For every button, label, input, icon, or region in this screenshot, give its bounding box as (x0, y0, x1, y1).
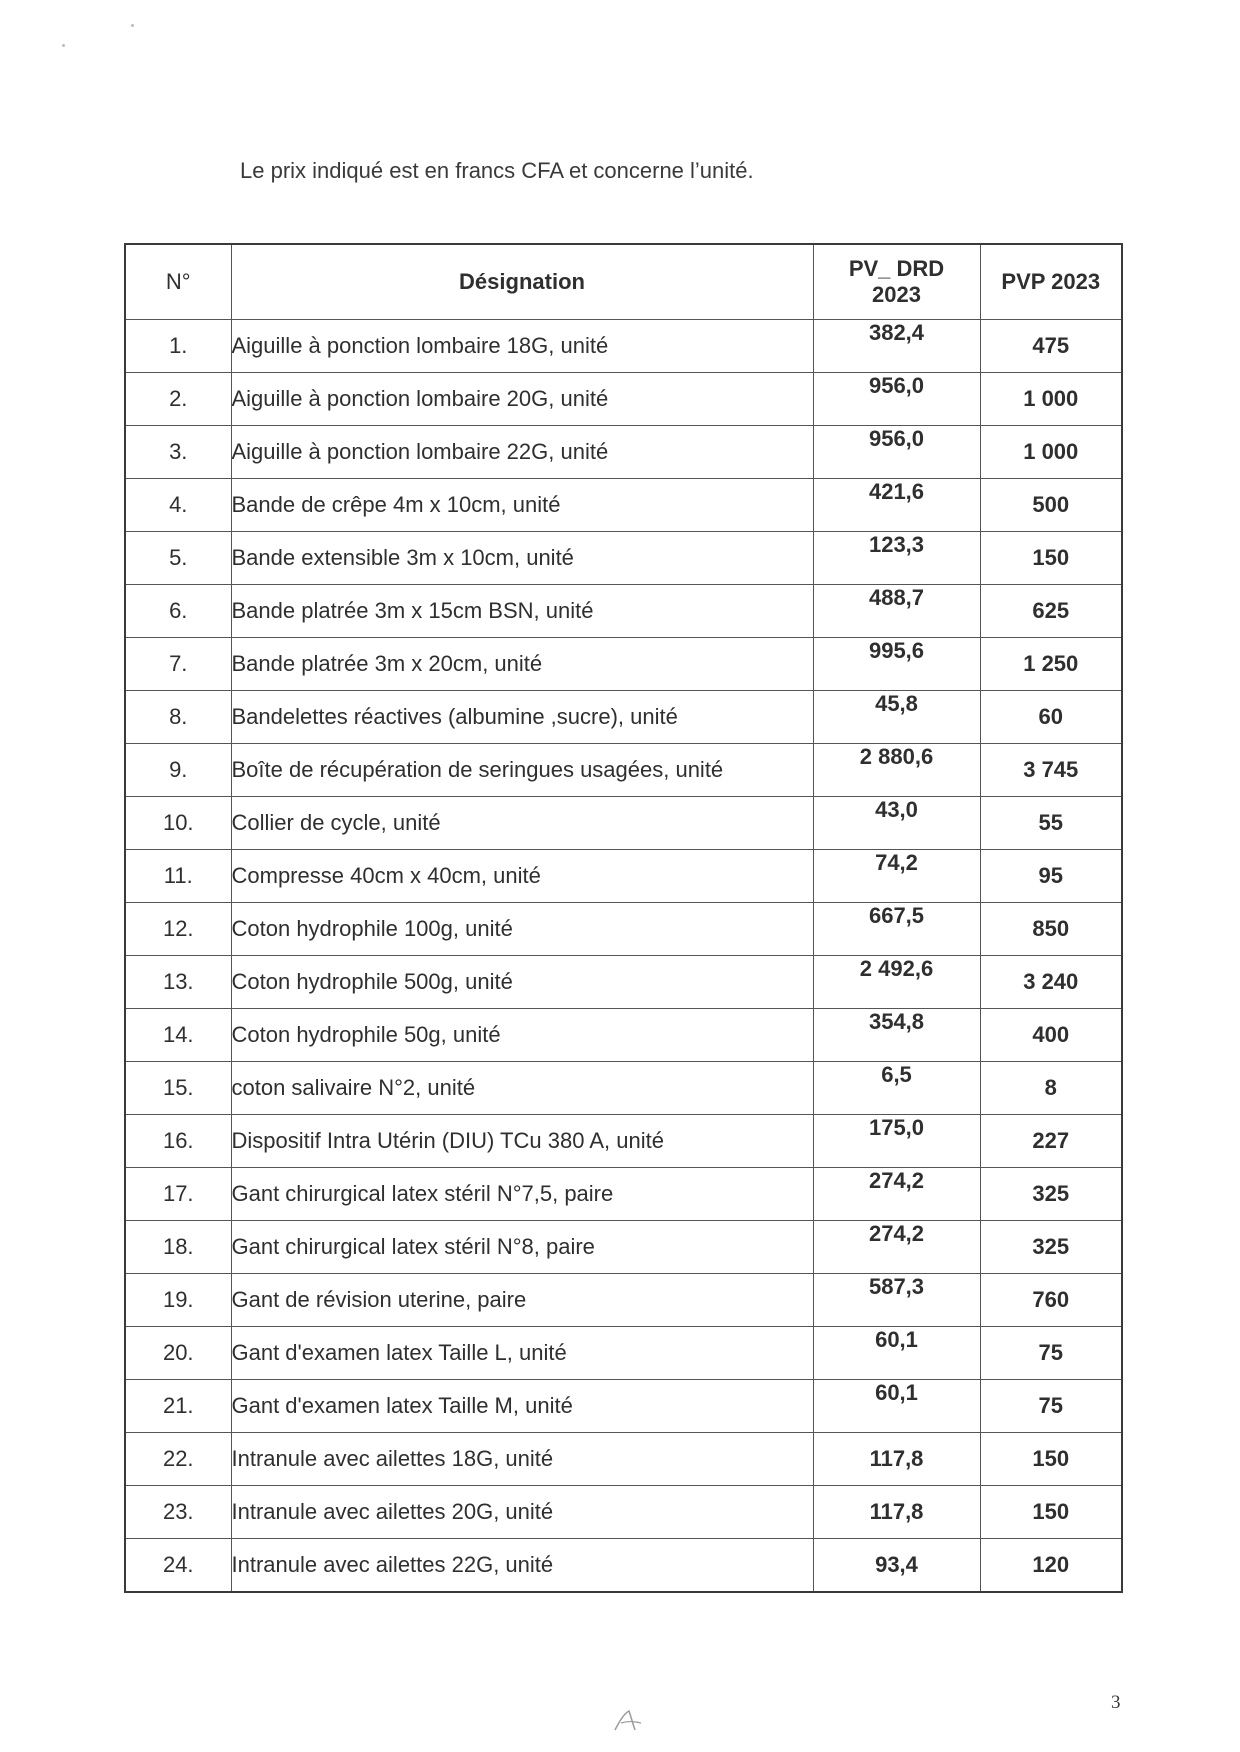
row-number: 22. (125, 1433, 231, 1486)
table-row (125, 744, 1122, 797)
row-pv-drd: 382,4 (813, 320, 980, 373)
table-header-row (125, 244, 1122, 320)
row-designation: Gant d'examen latex Taille M, unité (231, 1380, 813, 1433)
row-designation: Compresse 40cm x 40cm, unité (231, 850, 813, 903)
row-designation: Dispositif Intra Utérin (DIU) TCu 380 A, unité (231, 1115, 813, 1168)
row-pvp: 150 (980, 1486, 1122, 1539)
table-row (125, 638, 1122, 691)
row-pvp: 60 (980, 691, 1122, 744)
row-pvp: 95 (980, 850, 1122, 903)
row-number: 10. (125, 797, 231, 850)
table-row (125, 585, 1122, 638)
row-pvp: 150 (980, 532, 1122, 585)
row-pvp: 1 000 (980, 426, 1122, 479)
row-pv-drd: 354,8 (813, 1009, 980, 1062)
row-pv-drd: 2 880,6 (813, 744, 980, 797)
row-number: 24. (125, 1539, 231, 1593)
row-pvp: 3 240 (980, 956, 1122, 1009)
row-designation: Aiguille à ponction lombaire 20G, unité (231, 373, 813, 426)
row-pv-drd: 956,0 (813, 373, 980, 426)
row-pv-drd: 995,6 (813, 638, 980, 691)
table-row (125, 956, 1122, 1009)
table-row (125, 1539, 1122, 1593)
row-pv-drd: 60,1 (813, 1380, 980, 1433)
table-row (125, 1062, 1122, 1115)
row-pvp: 75 (980, 1327, 1122, 1380)
price-table (124, 243, 1123, 1593)
table-row (125, 691, 1122, 744)
row-number: 17. (125, 1168, 231, 1221)
row-pvp: 850 (980, 903, 1122, 956)
header-pv-drd-line2: 2023 (872, 282, 921, 307)
row-number: 20. (125, 1327, 231, 1380)
row-pvp: 475 (980, 320, 1122, 373)
header-pvp: PVP 2023 (980, 244, 1122, 320)
scan-speck (131, 24, 134, 27)
row-number: 13. (125, 956, 231, 1009)
row-pvp: 625 (980, 585, 1122, 638)
table-row (125, 1380, 1122, 1433)
row-designation: Bande platrée 3m x 20cm, unité (231, 638, 813, 691)
row-pv-drd: 587,3 (813, 1274, 980, 1327)
row-designation: Gant de révision uterine, paire (231, 1274, 813, 1327)
row-number: 16. (125, 1115, 231, 1168)
table-row (125, 373, 1122, 426)
row-designation: Bande de crêpe 4m x 10cm, unité (231, 479, 813, 532)
row-pv-drd: 74,2 (813, 850, 980, 903)
row-pv-drd: 175,0 (813, 1115, 980, 1168)
table-row (125, 1274, 1122, 1327)
row-pv-drd: 43,0 (813, 797, 980, 850)
header-pv-drd-line1: PV_ DRD (848, 256, 945, 281)
row-pvp: 3 745 (980, 744, 1122, 797)
row-number: 15. (125, 1062, 231, 1115)
table-body (125, 320, 1122, 1593)
row-pvp: 75 (980, 1380, 1122, 1433)
row-number: 19. (125, 1274, 231, 1327)
row-number: 23. (125, 1486, 231, 1539)
table-row (125, 1327, 1122, 1380)
row-designation: Coton hydrophile 50g, unité (231, 1009, 813, 1062)
row-number: 11. (125, 850, 231, 903)
row-designation: Intranule avec ailettes 22G, unité (231, 1539, 813, 1593)
row-designation: Bande extensible 3m x 10cm, unité (231, 532, 813, 585)
row-designation: coton salivaire N°2, unité (231, 1062, 813, 1115)
row-number: 14. (125, 1009, 231, 1062)
row-number: 5. (125, 532, 231, 585)
table-row (125, 479, 1122, 532)
handwritten-initial-icon (612, 1708, 648, 1739)
row-designation: Aiguille à ponction lombaire 18G, unité (231, 320, 813, 373)
row-pv-drd: 274,2 (813, 1221, 980, 1274)
row-pv-drd: 117,8 (813, 1433, 980, 1486)
row-designation: Coton hydrophile 500g, unité (231, 956, 813, 1009)
table-row (125, 1009, 1122, 1062)
row-pvp: 150 (980, 1433, 1122, 1486)
row-number: 1. (125, 320, 231, 373)
row-number: 6. (125, 585, 231, 638)
row-designation: Intranule avec ailettes 20G, unité (231, 1486, 813, 1539)
row-designation: Aiguille à ponction lombaire 22G, unité (231, 426, 813, 479)
table-row (125, 532, 1122, 585)
table-row (125, 1168, 1122, 1221)
row-pv-drd: 60,1 (813, 1327, 980, 1380)
row-number: 18. (125, 1221, 231, 1274)
row-pv-drd: 93,4 (813, 1539, 980, 1593)
row-pvp: 8 (980, 1062, 1122, 1115)
page-number: 3 (1111, 1692, 1121, 1713)
table-row (125, 426, 1122, 479)
row-pvp: 500 (980, 479, 1122, 532)
row-pvp: 227 (980, 1115, 1122, 1168)
table-row (125, 1486, 1122, 1539)
row-designation: Boîte de récupération de seringues usagées, unité (231, 744, 813, 797)
row-pv-drd: 488,7 (813, 585, 980, 638)
row-number: 2. (125, 373, 231, 426)
row-pv-drd: 667,5 (813, 903, 980, 956)
row-number: 21. (125, 1380, 231, 1433)
row-designation: Coton hydrophile 100g, unité (231, 903, 813, 956)
table-row (125, 850, 1122, 903)
table-row (125, 797, 1122, 850)
row-pvp: 55 (980, 797, 1122, 850)
row-number: 4. (125, 479, 231, 532)
header-num: N° (125, 244, 231, 320)
row-number: 7. (125, 638, 231, 691)
table-row (125, 903, 1122, 956)
scan-speck (62, 44, 65, 47)
row-pv-drd: 274,2 (813, 1168, 980, 1221)
table-row (125, 1221, 1122, 1274)
row-pvp: 325 (980, 1168, 1122, 1221)
row-pvp: 120 (980, 1539, 1122, 1593)
row-pv-drd: 123,3 (813, 532, 980, 585)
row-number: 8. (125, 691, 231, 744)
row-designation: Intranule avec ailettes 18G, unité (231, 1433, 813, 1486)
row-number: 3. (125, 426, 231, 479)
row-designation: Gant chirurgical latex stéril N°7,5, paire (231, 1168, 813, 1221)
table-row (125, 1433, 1122, 1486)
row-pv-drd: 421,6 (813, 479, 980, 532)
row-designation: Collier de cycle, unité (231, 797, 813, 850)
row-pv-drd: 2 492,6 (813, 956, 980, 1009)
row-pvp: 1 250 (980, 638, 1122, 691)
row-pv-drd: 45,8 (813, 691, 980, 744)
row-number: 12. (125, 903, 231, 956)
row-designation: Bandelettes réactives (albumine ,sucre), unité (231, 691, 813, 744)
row-pvp: 760 (980, 1274, 1122, 1327)
row-pvp: 1 000 (980, 373, 1122, 426)
row-pv-drd: 956,0 (813, 426, 980, 479)
header-pv-drd (813, 244, 980, 320)
row-pv-drd: 117,8 (813, 1486, 980, 1539)
row-pvp: 400 (980, 1009, 1122, 1062)
intro-text: Le prix indiqué est en francs CFA et concerne l’unité. (240, 158, 754, 183)
row-number: 9. (125, 744, 231, 797)
table-row (125, 1115, 1122, 1168)
row-designation: Gant chirurgical latex stéril N°8, paire (231, 1221, 813, 1274)
row-pvp: 325 (980, 1221, 1122, 1274)
row-pv-drd: 6,5 (813, 1062, 980, 1115)
row-designation: Bande platrée 3m x 15cm BSN, unité (231, 585, 813, 638)
table-row (125, 320, 1122, 373)
row-designation: Gant d'examen latex Taille L, unité (231, 1327, 813, 1380)
header-designation: Désignation (231, 244, 813, 320)
